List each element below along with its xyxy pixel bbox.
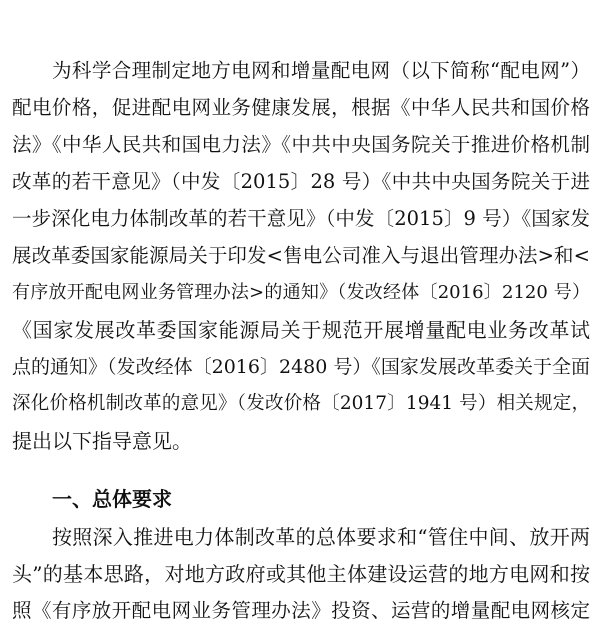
paragraph-line: 法》《中华人民共和国电力法》《中共中央国务院关于推进价格机制 xyxy=(12,133,590,156)
paragraph-line: 展改革委国家能源局关于印发<售电公司准入与退出管理办法>和< xyxy=(12,244,590,267)
paragraph-line: 头”的基本思路，对地方政府或其他主体建设运营的地方电网和按 xyxy=(12,562,590,586)
paragraph-line: 提出以下指导意见。 xyxy=(12,429,192,453)
paragraph-line: 配电价格，促进配电网业务健康发展，根据《中华人民共和国价格 xyxy=(12,96,590,119)
paragraph-line: 一步深化电力体制改革的若干意见》（中发〔2015〕9 号）《国家发 xyxy=(12,207,590,230)
paragraph-line: 照《有序放开配电网业务管理办法》投资、运营的增量配电网核定 xyxy=(12,599,590,622)
section-heading: 一、总体要求 xyxy=(52,487,172,511)
paragraph-line: 点的通知》（发改经体〔2016〕2480 号）《国家发展改革委关于全面 xyxy=(12,356,590,378)
paragraph-line: 《国家发展改革委国家能源局关于规范开展增量配电业务改革试 xyxy=(12,318,590,342)
paragraph-line: 深化价格机制改革的意见》（发改价格〔2017〕1941 号）相关规定， xyxy=(12,393,590,414)
paragraph-line: 有序放开配电网业务管理办法>的通知》（发改经体〔2016〕2120 号） xyxy=(12,282,590,303)
paragraph-line: 为科学合理制定地方电网和增量配电网（以下简称“配电网”） xyxy=(52,59,590,82)
paragraph-line: 按照深入推进电力体制改革的总体要求和“管住中间、放开两 xyxy=(52,525,590,549)
paragraph-line: 改革的若干意见》（中发〔2015〕28 号）《中共中央国务院关于进 xyxy=(12,170,590,193)
